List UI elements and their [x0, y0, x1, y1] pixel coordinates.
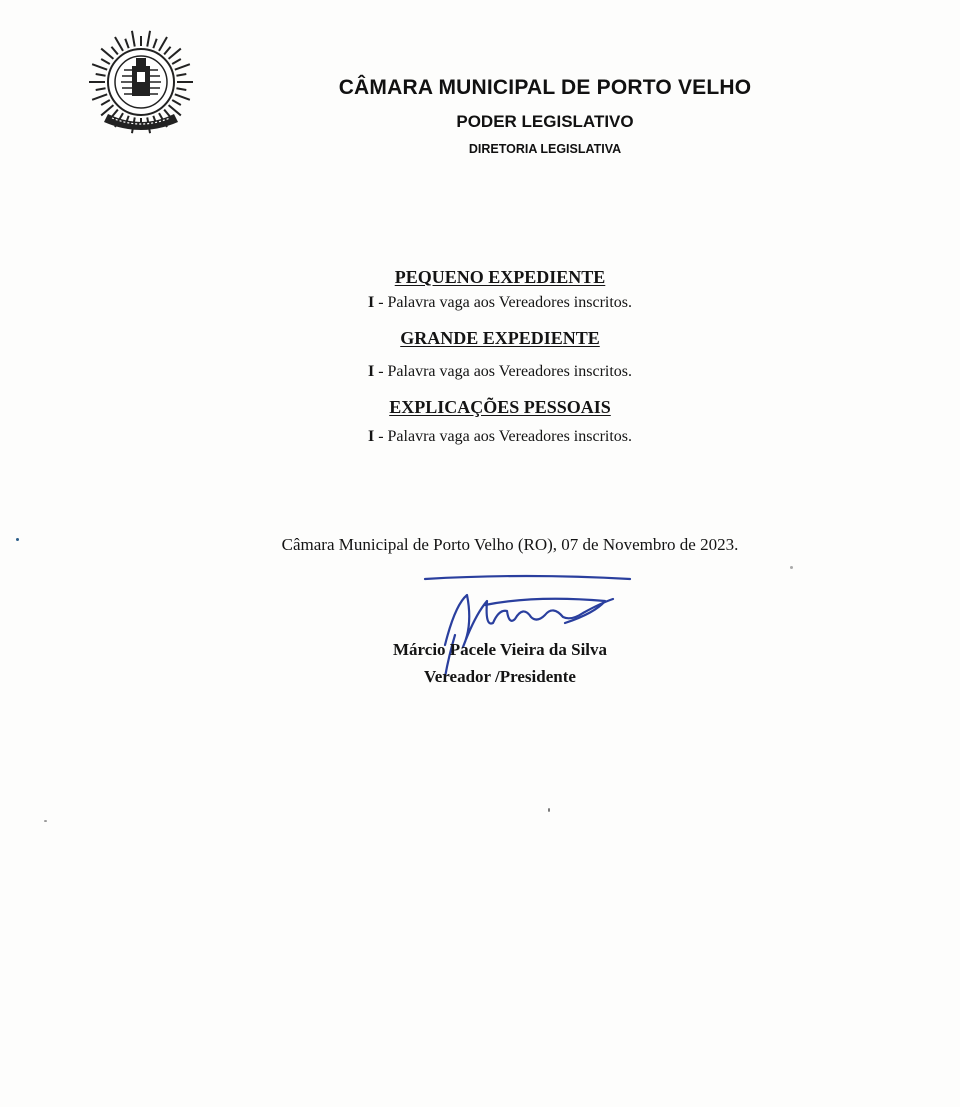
municipal-crest-icon: [86, 30, 196, 140]
signatory-block: [290, 636, 710, 690]
crest-ray: [101, 100, 110, 105]
section-item: [260, 292, 740, 314]
signatory-role: Vereador /Presidente: [424, 667, 576, 686]
crest-ray: [176, 74, 186, 76]
crest-ray: [101, 59, 110, 64]
section-heading: PEQUENO EXPEDIENTE: [394, 267, 606, 287]
section-item: [260, 361, 740, 383]
item-text: - Palavra vaga aos Vereadores inscritos.: [374, 294, 633, 311]
scan-speck: [548, 808, 550, 812]
crest-ray: [115, 37, 123, 51]
crest-ray: [164, 47, 170, 55]
section-pequeno-expediente: [260, 266, 740, 314]
crest-ray: [169, 49, 181, 59]
item-numeral: I: [367, 363, 375, 380]
crest-ray: [153, 39, 156, 48]
crest-ray: [101, 49, 113, 59]
crest-ray: [125, 39, 128, 48]
chamber-title: CÂMARA MUNICIPAL DE PORTO VELHO: [338, 76, 752, 99]
crest-ray: [147, 31, 150, 47]
section-heading: GRANDE EXPEDIENTE: [400, 328, 600, 348]
section-item: [260, 426, 740, 448]
crest-ray: [159, 37, 167, 51]
item-numeral: I: [367, 294, 375, 311]
section-explicacoes-pessoais: [260, 396, 740, 448]
letterhead: [300, 74, 790, 158]
crest-ray: [176, 88, 186, 90]
item-text: - Palavra vaga aos Vereadores inscritos.: [374, 428, 633, 445]
item-text: - Palavra vaga aos Vereadores inscritos.: [374, 363, 633, 380]
department-label: DIRETORIA LEGISLATIVA: [468, 142, 622, 156]
crest-ray: [101, 105, 113, 115]
crest-ray: [175, 64, 190, 69]
item-numeral: I: [367, 428, 375, 445]
section-heading: EXPLICAÇÕES PESSOAIS: [389, 397, 611, 417]
scan-speck: [44, 820, 47, 822]
crest-ray: [172, 100, 181, 105]
section-grande-expediente: [260, 327, 740, 383]
crest-ray: [96, 88, 106, 90]
scan-speck: [16, 538, 19, 541]
place-and-date: Câmara Municipal de Porto Velho (RO), 07 de Novembro de 2023.: [281, 535, 739, 554]
crest-ray: [132, 31, 135, 47]
crest-ray: [172, 59, 181, 64]
branch-subtitle: PODER LEGISLATIVO: [456, 112, 634, 131]
crest-ray: [92, 94, 107, 99]
crest-ray: [175, 94, 190, 99]
crest-ray: [169, 105, 181, 115]
scan-speck: [790, 566, 793, 569]
crest-ray: [96, 74, 106, 76]
crest-ray: [92, 64, 107, 69]
crest-ray: [111, 47, 117, 55]
signatory-name: Márcio Pacele Vieira da Silva: [392, 640, 608, 659]
